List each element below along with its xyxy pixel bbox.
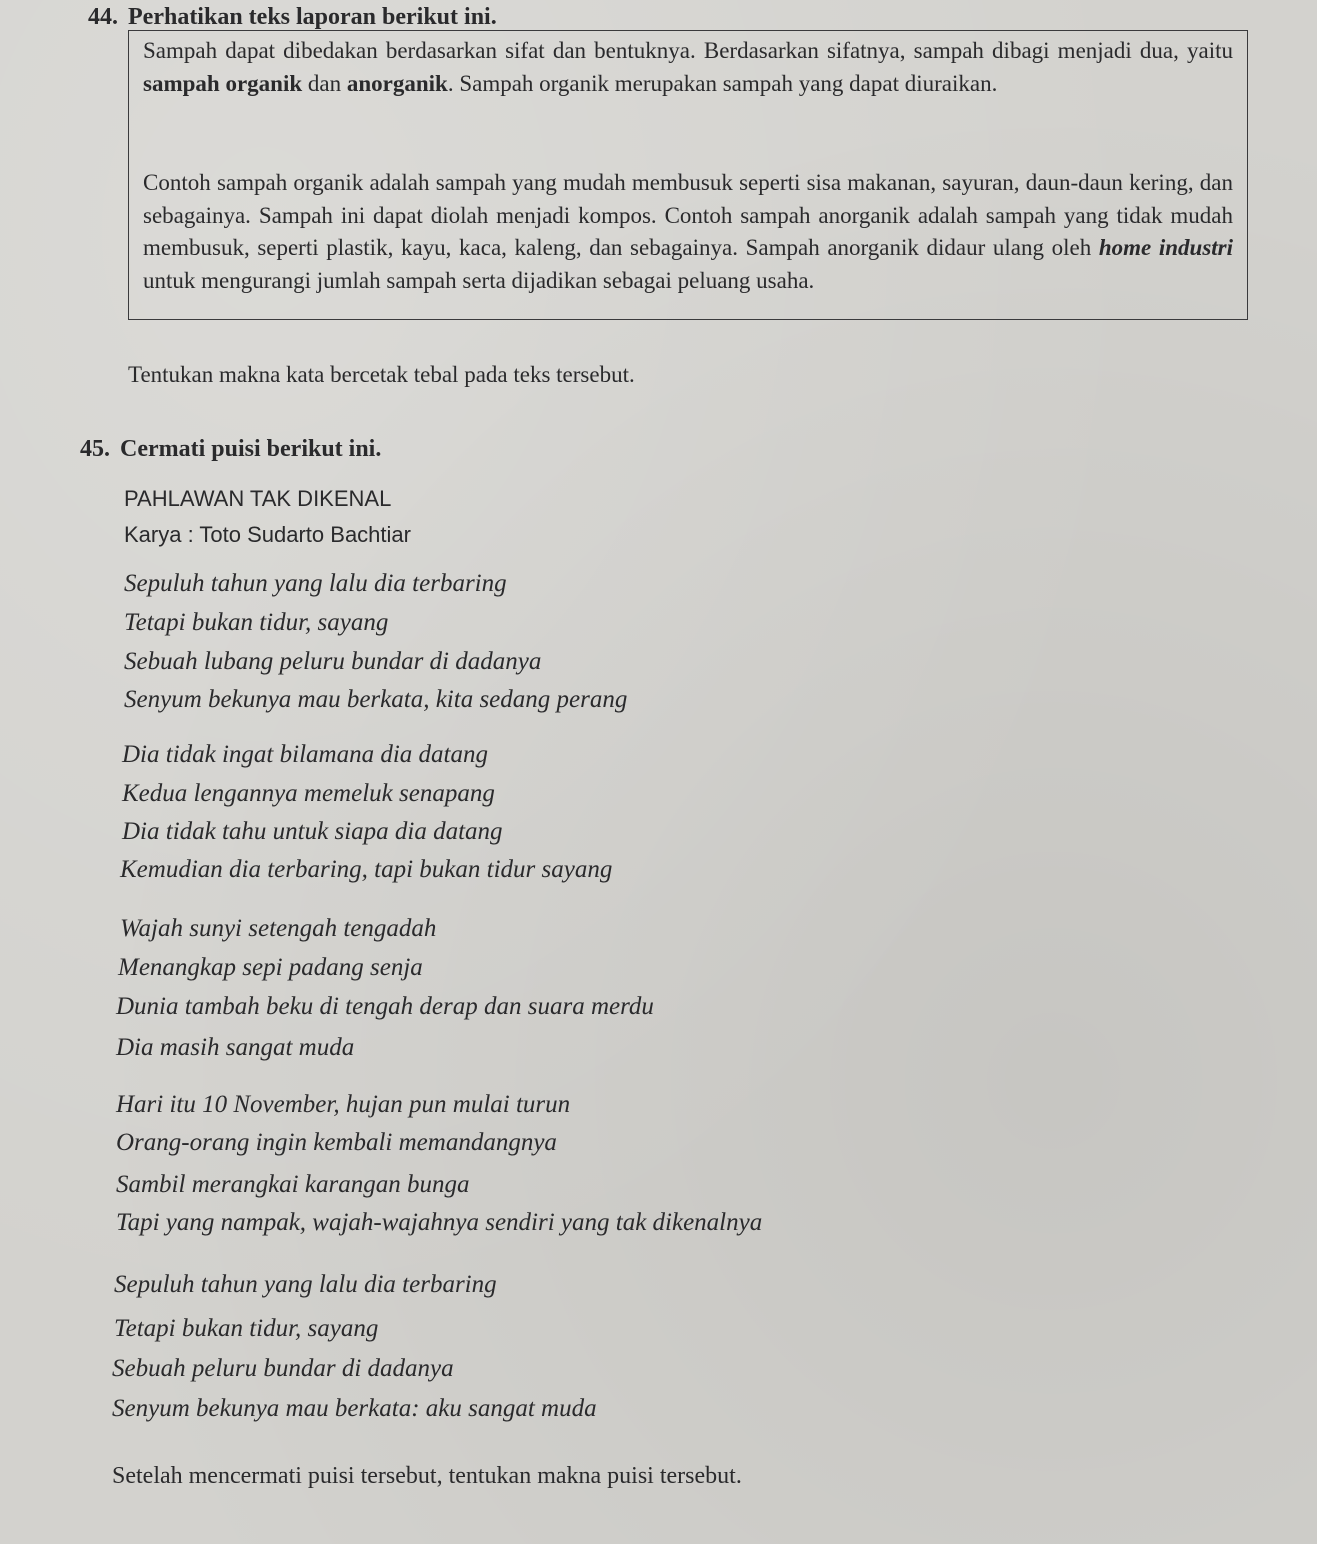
poem-line: Sepuluh tahun yang lalu dia terbaring	[124, 570, 507, 597]
question-44-title: Perhatikan teks laporan berikut ini.	[128, 4, 497, 30]
question-45-title: Cermati puisi berikut ini.	[120, 436, 382, 462]
poem-line: Dia masih sangat muda	[116, 1034, 355, 1061]
report-text-box	[128, 30, 1248, 320]
poem-author: Karya : Toto Sudarto Bachtiar	[124, 522, 411, 547]
question-45-heading	[80, 436, 381, 463]
poem-line: Dia tidak ingat bilamana dia datang	[122, 741, 488, 768]
poem-line: Senyum bekunya mau berkata, kita sedang perang	[124, 686, 628, 713]
report-p1-text-c: . Sampah organik merupakan sampah yang dapat diuraikan.	[447, 70, 998, 96]
poem-line: Sambil merangkai karangan bunga	[116, 1171, 470, 1198]
poem-line: Senyum bekunya mau berkata: aku sangat muda	[112, 1395, 597, 1422]
question-45-number: 45.	[80, 436, 110, 462]
poem-line: Sepuluh tahun yang lalu dia terbaring	[114, 1271, 497, 1298]
report-p1-text-b: dan	[302, 70, 347, 96]
poem-line: Tetapi bukan tidur, sayang	[124, 609, 389, 636]
question-44-heading	[88, 4, 497, 31]
poem-line: Hari itu 10 November, hujan pun mulai turun	[116, 1091, 571, 1118]
bold-term-anorganik: anorganik	[346, 70, 448, 96]
poem-line: Orang-orang ingin kembali memandangnya	[116, 1129, 557, 1156]
poem-line: Kemudian dia terbaring, tapi bukan tidur sayang	[120, 856, 613, 883]
bold-term-sampah-organik: sampah organik	[143, 70, 303, 96]
poem-line: Sebuah lubang peluru bundar di dadanya	[124, 648, 542, 675]
italic-term-home-industri: home industri	[1098, 235, 1233, 260]
report-p2-text-a: Contoh sampah organik adalah sampah yang mudah membusuk seperti sisa makanan, sayuran, daun-daun kering, dan sebagainya. Sampah ini dapat diolah menjadi kompos. Contoh sampah anorganik adalah sampah yang tidak mudah membusuk, seperti plastik, kayu, kaca, kaleng, dan sebagainya. Sampah anorganik didaur ulang oleh	[143, 170, 1233, 260]
report-p2-text-b: untuk mengurangi jumlah sampah serta dijadikan sebagai peluang usaha.	[143, 267, 815, 293]
report-p1-text-a: Sampah dapat dibedakan berdasarkan sifat dan bentuknya. Berdasarkan sifatnya, sampah dibagi menjadi dua, yaitu	[143, 38, 1233, 63]
question-44-instruction: Tentukan makna kata bercetak tebal pada teks tersebut.	[128, 362, 635, 387]
poem-line: Sebuah peluru bundar di dadanya	[112, 1355, 454, 1382]
poem-line: Dia tidak tahu untuk siapa dia datang	[122, 818, 503, 845]
poem-line: Menangkap sepi padang senja	[118, 954, 423, 981]
report-paragraph-2	[143, 167, 1233, 297]
poem-line: Tapi yang nampak, wajah-wajahnya sendiri yang tak dikenalnya	[116, 1209, 763, 1236]
poem-line: Wajah sunyi setengah tengadah	[120, 915, 437, 942]
poem-line: Dunia tambah beku di tengah derap dan suara merdu	[116, 993, 654, 1020]
report-paragraph-1	[143, 35, 1233, 100]
question-45-instruction: Setelah mencermati puisi tersebut, tentukan makna puisi tersebut.	[112, 1463, 742, 1489]
question-44-number: 44.	[88, 4, 118, 30]
poem-line: Tetapi bukan tidur, sayang	[114, 1315, 379, 1342]
poem-line: Kedua lengannya memeluk senapang	[122, 780, 495, 807]
poem-title: PAHLAWAN TAK DIKENAL	[124, 486, 392, 511]
